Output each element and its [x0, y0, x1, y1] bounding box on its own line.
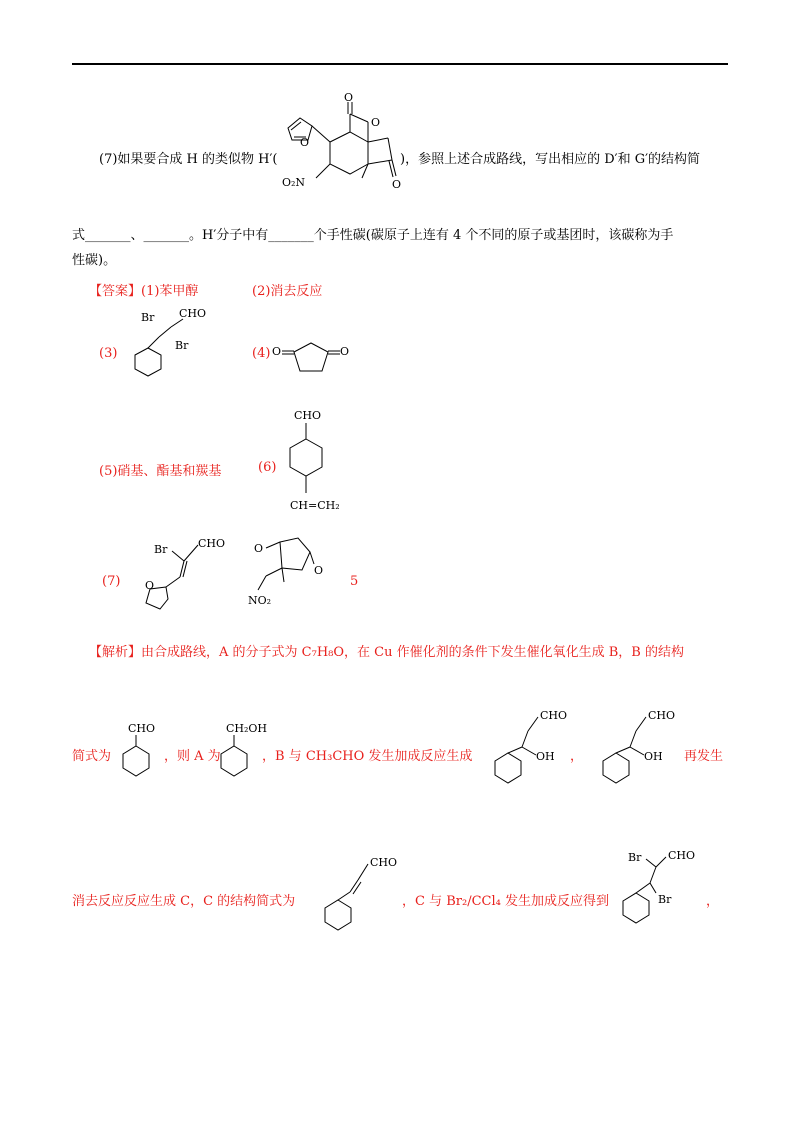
q7-text-part1: (7)如果要合成 H 的类似物 H′( [99, 152, 278, 167]
answer-5: (5)硝基、酯基和羰基 [99, 464, 222, 479]
br-label-lower: Br [175, 339, 189, 352]
cho-label: CHO [198, 537, 226, 550]
structure-answer-3 [115, 305, 225, 385]
br-label: Br [154, 543, 168, 556]
analysis-line-1 [89, 641, 684, 660]
structure-answer-6 [278, 405, 358, 520]
analysis-text-2a: 简式为 [72, 749, 112, 764]
answer-4-label: (4) [252, 346, 271, 361]
analysis-text-1: 由合成路线，A 的分子式为 C₇H₈O，在 Cu 作催化剂的条件下发生催化氧化生成 B，B 的结构 [141, 645, 684, 660]
q7-text-line3: 性碳)。 [72, 253, 117, 268]
nitro-label: NO₂ [248, 594, 272, 607]
structure-benzyl-alcohol [212, 720, 268, 780]
ch2oh-label: CH₂OH [226, 722, 268, 735]
br-label-upper: Br [628, 851, 642, 864]
answer-tag: 【答案】 [89, 284, 142, 299]
structure-answer-4 [268, 335, 368, 385]
structure-answer-7-d [128, 533, 238, 613]
furan-o-label: O [300, 136, 310, 149]
q7-text-line2: 式_______、_______。H′分子中有_______个手性碳(碳原子上连有 4 个不同的原子或基团时，该碳称为手 [72, 228, 674, 243]
answer-7-count: 5 [350, 574, 359, 589]
analysis-text-2d: ， [570, 749, 584, 764]
analysis-text-3b: ，C 与 Br₂/CCl₄ 发生加成反应得到 [402, 894, 609, 909]
answer-7-label: (7) [102, 574, 121, 589]
structure-cinnamaldehyde [308, 850, 408, 930]
answer-3-label: (3) [99, 346, 118, 361]
cho-label: CHO [540, 709, 568, 722]
q7-text-part2: )，参照上述合成路线，写出相应的 D′和 G′的结构简 [400, 152, 701, 167]
structure-dibromide [606, 845, 706, 930]
oh-label: OH [536, 750, 555, 763]
lactone-carbonyl-o-label: O [344, 91, 354, 104]
analysis-text-2b: ，则 A 为 [164, 749, 221, 764]
cho-label: CHO [128, 722, 156, 735]
structure-hydroxy-aldehyde-1 [478, 705, 578, 785]
nitro-label: O₂N [282, 176, 306, 189]
dione-o-right: O [340, 345, 350, 358]
answer-row-1 [89, 280, 198, 299]
br-label-lower: Br [658, 893, 672, 906]
o-label-right: O [314, 564, 324, 577]
analysis-text-3a: 消去反应反应生成 C，C 的结构简式为 [72, 894, 296, 909]
answer-6-label: (6) [258, 460, 277, 475]
ketone-o-label: O [392, 178, 402, 191]
answer-2: (2)消去反应 [252, 284, 323, 299]
header-rule [72, 63, 728, 65]
br-label-upper: Br [141, 311, 155, 324]
analysis-text-2e: 再发生 [684, 749, 724, 764]
analysis-text-2c: ，B 与 CH₃CHO 发生加成反应生成 [262, 749, 473, 764]
analysis-tag: 【解析】 [89, 645, 142, 660]
analysis-text-3c: ， [706, 894, 720, 909]
dione-o-left: O [272, 345, 282, 358]
structure-h-prime [270, 90, 410, 200]
cho-label: CHO [668, 849, 696, 862]
structure-benzaldehyde [114, 720, 164, 780]
furan-o-label: O [145, 579, 155, 592]
lactone-ring-o-label: O [371, 116, 381, 129]
oh-label: OH [644, 750, 663, 763]
cho-label: CHO [179, 307, 207, 320]
aldehyde-label: CHO [294, 409, 322, 422]
structure-hydroxy-aldehyde-2 [586, 705, 686, 785]
cho-label: CHO [648, 709, 676, 722]
vinyl-label: CH=CH₂ [290, 499, 340, 512]
cho-label: CHO [370, 856, 398, 869]
o-label-left: O [254, 542, 264, 555]
answer-1: (1)苯甲醇 [141, 284, 199, 299]
structure-answer-7-g [240, 530, 340, 620]
